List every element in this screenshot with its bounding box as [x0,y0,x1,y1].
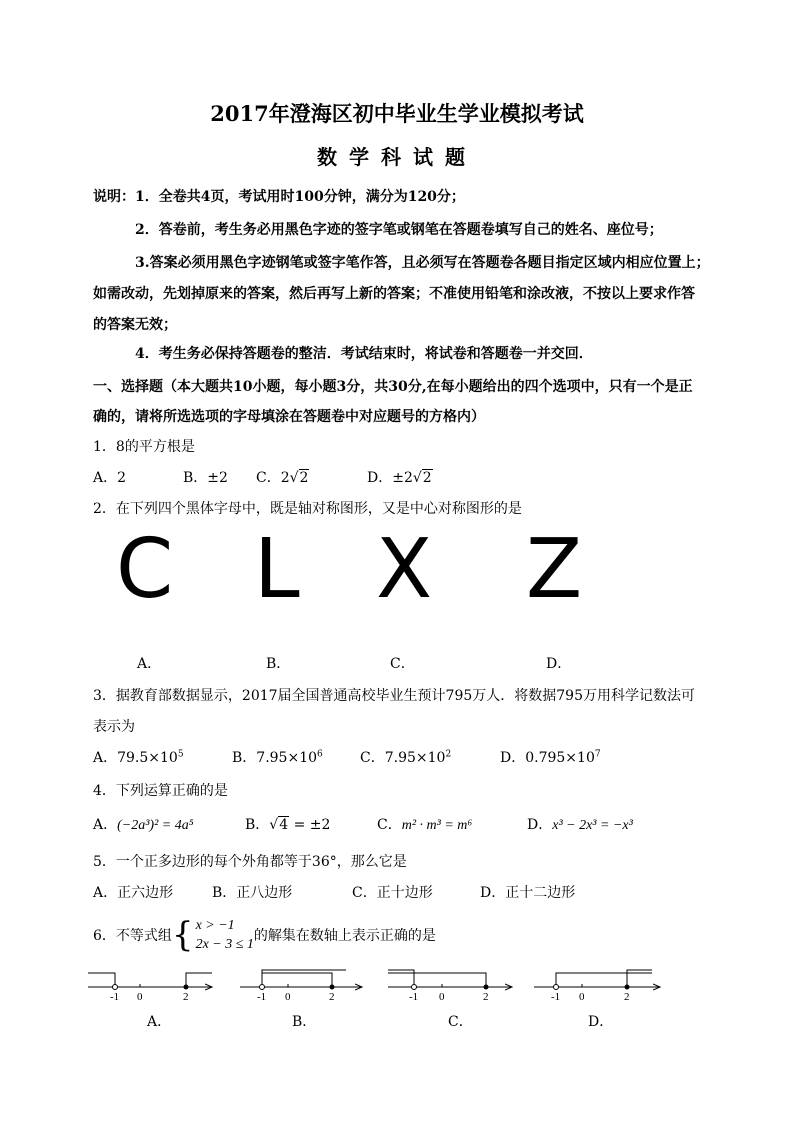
q2-letter-z: Z [526,522,583,617]
q6-c-tick-neg1: -1 [409,991,419,1003]
q4-text: 4．下列运算正确的是 [93,783,228,799]
q6-inequality-system: x > −1 2x − 3 ≤ 1 [195,918,254,952]
q3-option-c: C．$7.95\times 10^2$ [360,749,452,766]
q6-d-tick-neg1: -1 [551,991,561,1003]
q5-option-c: C．正十边形 [352,885,433,901]
q6-numberline-a [88,973,212,1003]
q6-label-a: A． [147,1014,172,1030]
q6-d-tick-2: 2 [624,991,630,1003]
q6-label-d: D． [588,1014,614,1030]
q5-text: 5．一个正多边形的每个外角都等于36°，那么它是 [93,854,407,870]
instruction-1: 说明：1．全卷共4页，考试用时100分钟，满分为120分； [93,189,465,205]
section-heading-1: 一、选择题（本大题共10小题，每小题3分，共30分,在每小题给出的四个选项中，只有一个是正 [93,379,693,395]
q6-number-lines [84,962,664,1007]
q4-option-a: A．(−2a³)² = 4a⁵ [93,817,194,833]
q6-b-tick-neg1: -1 [257,991,267,1003]
q2-label-b: B． [266,656,291,672]
q1-option-c: C．2√2 [256,470,309,486]
q6-b-tick-2: 2 [329,991,335,1003]
q4-option-d: D．x³ − 2x³ = −x³ [527,817,633,833]
q6-label-b: B． [292,1014,317,1030]
instruction-3a: 3.答案必须用黑色字迹钢笔或签字笔作答，且必须写在答题卷各题目指定区域内相应位置上； [135,255,710,271]
q6-c-tick-2: 2 [483,991,489,1003]
q6-b-tick-0: 0 [285,991,291,1003]
q3-option-d: D．$0.795\times 10^7$ [500,749,601,766]
q4-option-c: C．m² · m³ = m⁶ [377,817,473,833]
exam-title: 2017年澄海区初中毕业生学业模拟考试 [210,101,584,126]
q6-c-tick-0: 0 [439,991,445,1003]
q2-text: 2．在下列四个黑体字母中，既是轴对称图形，又是中心对称图形的是 [93,501,522,517]
instruction-3c: 的答案无效； [93,317,177,333]
q6-brace: { [171,915,194,955]
section-heading-2: 确的，请将所选选项的字母填涂在答题卷中对应题号的方格内） [93,409,485,425]
q2-label-c: C． [390,656,415,672]
q2-letter-c: C [116,522,174,617]
q3-text-2: 表示为 [93,719,135,735]
q3-option-a: A．$79.5\times 10^5$ [93,749,184,766]
q5-option-b: B．正八边形 [212,885,293,901]
q1-option-a: A．2 [93,470,127,486]
instruction-3b: 如需改动，先划掉原来的答案，然后再写上新的答案；不准使用铅笔和涂改液，不按以上要求作答 [93,286,695,302]
q6-a-tick-2: 2 [183,991,189,1003]
q3-text-1: 3．据教育部数据显示，2017届全国普通高校毕业生预计795万人．将数据795万用科学记数法可 [93,688,695,704]
q5-option-d: D．正十二边形 [480,885,576,901]
q6-a-tick-0: 0 [137,991,143,1003]
q1-option-b: B．±2 [183,470,228,486]
q1-text: 1．8的平方根是 [93,439,195,455]
q6-d-tick-0: 0 [579,991,585,1003]
q4-option-b: B．√4 = ±2 [245,817,331,833]
q6-numberline-d [534,970,660,1003]
instruction-4: 4．考生务必保持答题卷的整洁．考试结束时，将试卷和答题卷一并交回． [135,346,593,362]
q3-option-b: B．$7.95\times 10^6$ [232,749,323,766]
q2-letter-x: X [376,522,433,617]
instruction-2: 2．答卷前，考生务必用黑色字迹的签字笔或钢笔在答题卷填写自己的姓名、座位号； [135,222,663,238]
q6-text: 6．不等式组{ x > −1 2x − 3 ≤ 1的解集在数轴上表示正确的是 [93,915,436,955]
q2-letter-l: L [254,522,300,617]
q2-label-a: A． [137,656,162,672]
q5-option-a: A．正六边形 [93,885,174,901]
q2-label-d: D． [546,656,572,672]
q1-option-d: D．±2√2 [367,470,432,486]
q6-a-tick-neg1: -1 [110,991,120,1003]
q6-label-c: C． [448,1014,473,1030]
q6-numberline-b [240,970,362,1003]
exam-subtitle: 数学科试题 [317,145,477,169]
q6-numberline-c [388,970,512,1003]
